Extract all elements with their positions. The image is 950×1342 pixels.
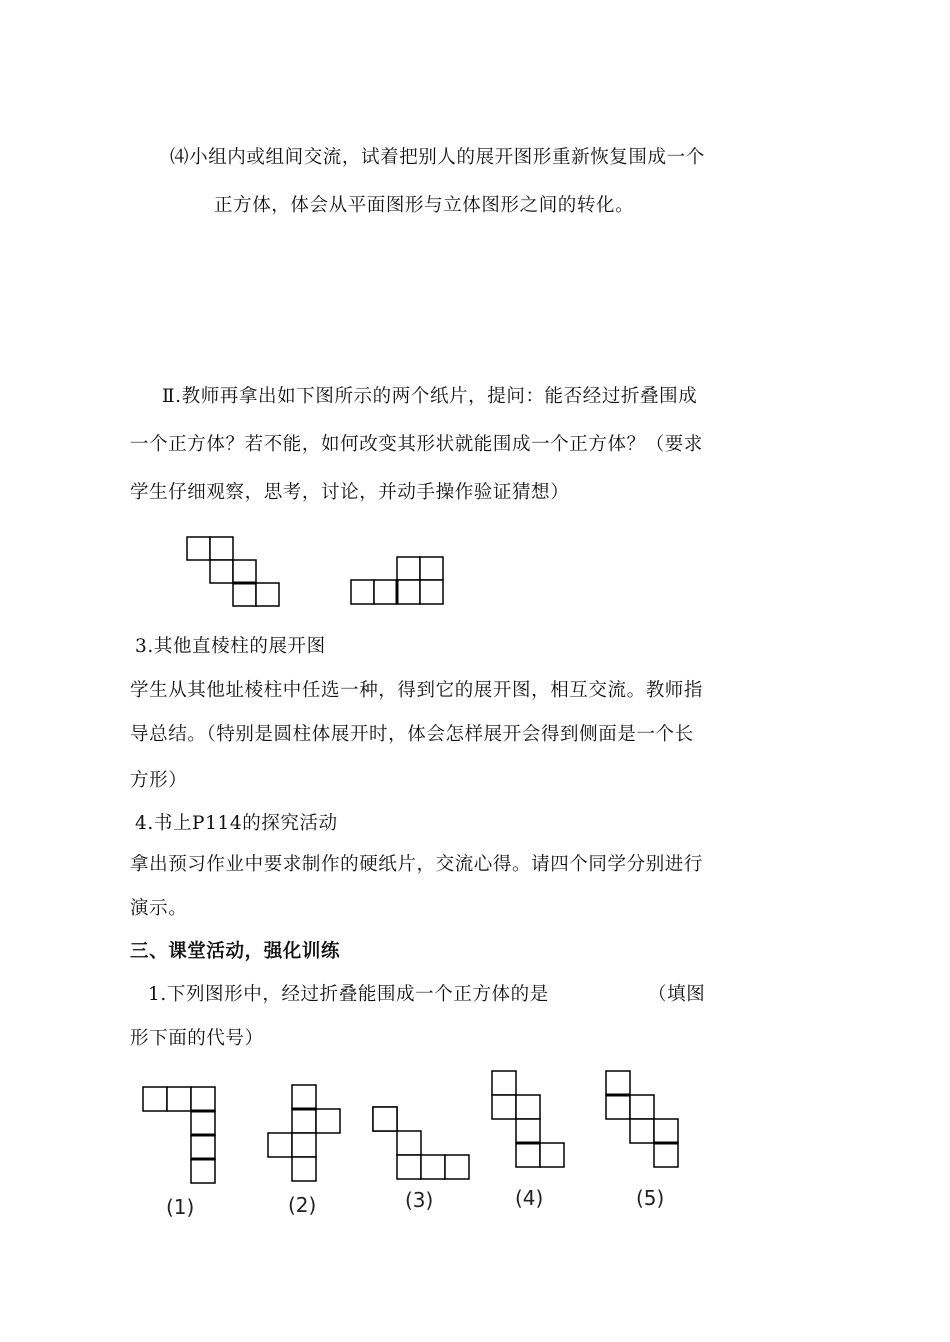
figure-label-2: (2) [288,1193,317,1217]
cube-net-2 [266,1084,346,1184]
q1-hint: （填图 [648,984,706,1005]
item3-line2: 导总结。（特别是圆柱体展开时，体会怎样展开会得到侧面是一个长 [130,724,694,745]
figure-label-1: (1) [166,1195,195,1219]
part-ii-line3: 学生仔细观察，思考，讨论，并动手操作验证猜想） [130,482,570,503]
cube-net-3 [372,1106,472,1186]
cube-net-1 [142,1086,222,1186]
item4-line2: 演示。 [130,898,188,919]
item4-heading: 4.书上P114的探究活动 [135,813,338,834]
figure-label-4: (4) [515,1186,544,1210]
part-ii-line2: 一个正方体？若不能，如何改变其形状就能围成一个正方体？（要求 [130,434,704,455]
part-ii-line1: Ⅱ.教师再拿出如下图所示的两个纸片，提问：能否经过折叠围成 [162,386,698,407]
item3-heading: 3.其他直棱柱的展开图 [135,636,326,657]
q1-line2: 形下面的代号） [130,1028,264,1049]
figure-label-5: (5) [636,1186,665,1210]
step4-line1: ⑷小组内或组间交流，试着把别人的展开图形重新恢复围成一个 [170,147,705,168]
item3-line3: 方形） [130,770,188,791]
cube-net-4 [490,1070,570,1170]
step4-line2: 正方体，体会从平面图形与立体图形之间的转化。 [214,195,635,216]
q1-text: 1.下列图形中，经过折叠能围成一个正方体的是 [148,984,549,1005]
paper-net-a [186,536,282,608]
section3-title: 三、课堂活动，强化训练 [130,941,341,962]
figure-label-3: (3) [405,1188,434,1212]
item4-line1: 拿出预习作业中要求制作的硬纸片，交流心得。请四个同学分别进行 [130,854,704,875]
paper-net-b [350,556,446,608]
item3-line1: 学生从其他址棱柱中任选一种，得到它的展开图，相互交流。教师指 [130,680,704,701]
cube-net-5 [604,1070,684,1170]
